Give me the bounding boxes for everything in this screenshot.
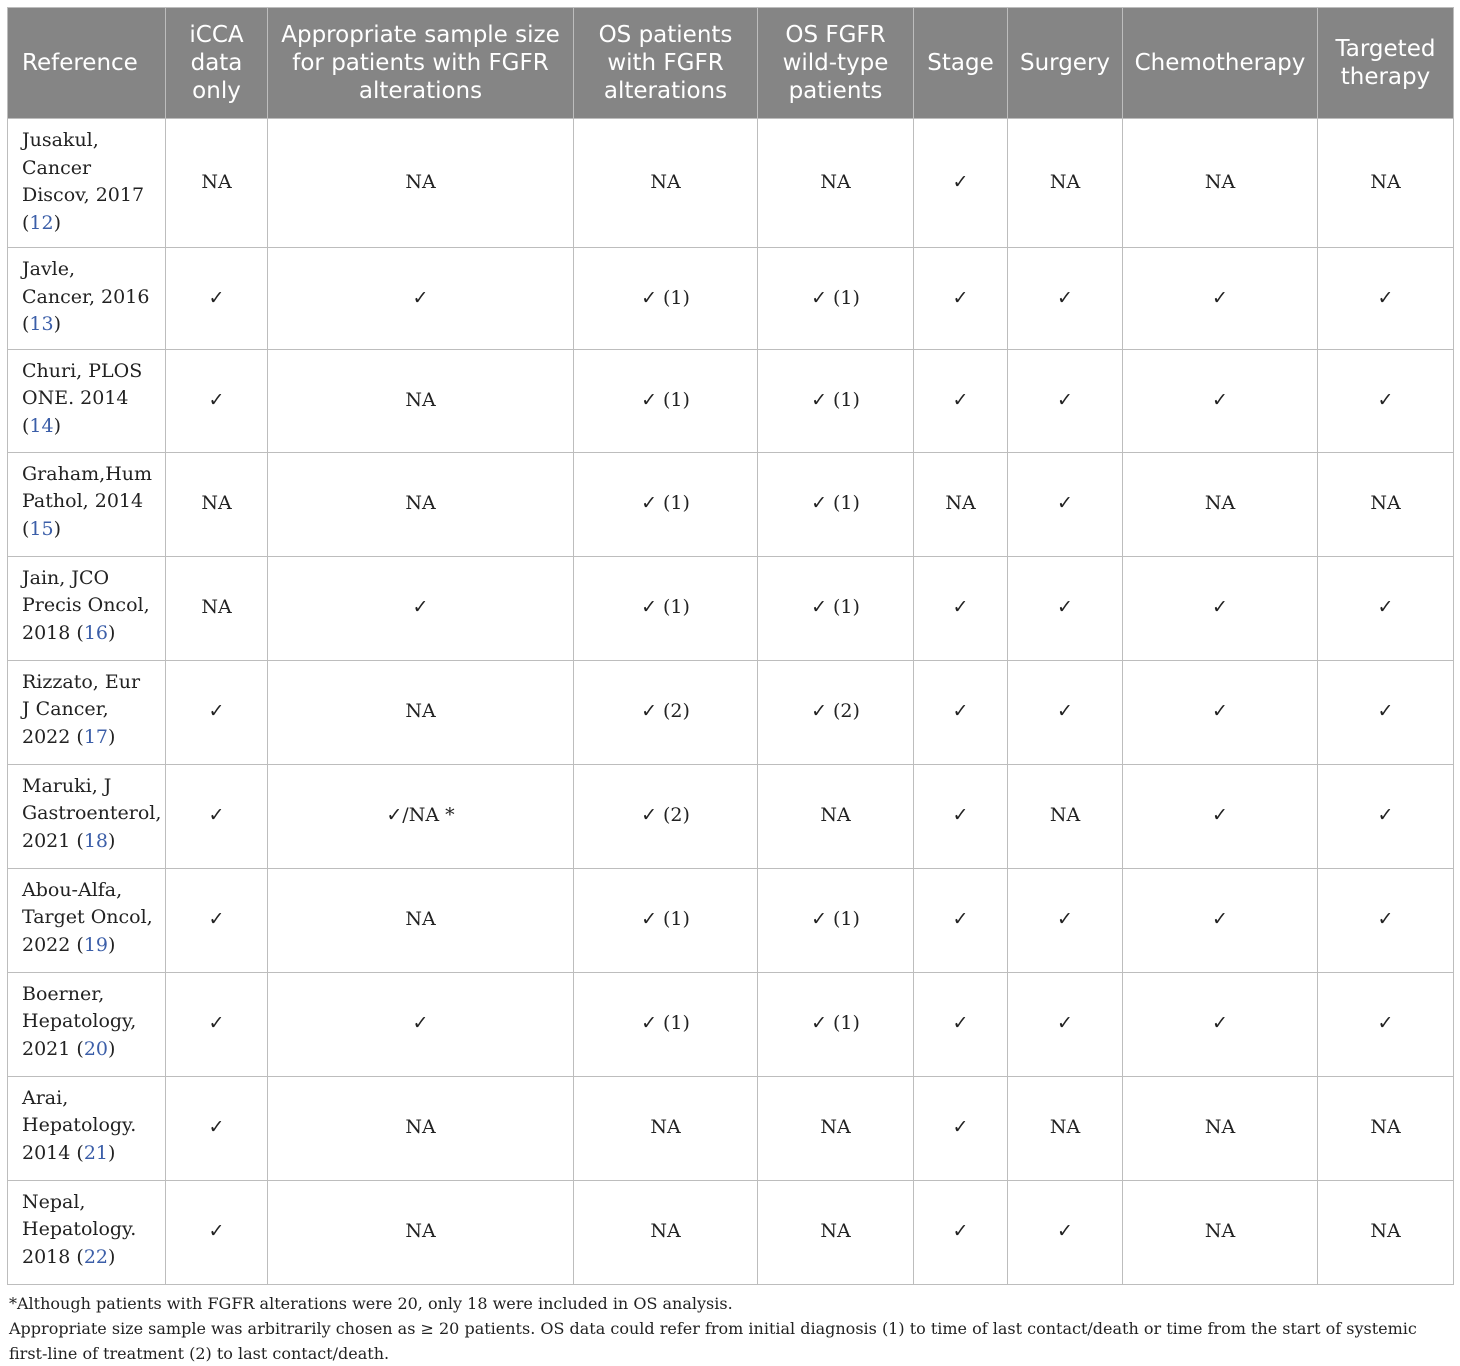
table-cell: ✓ [1123, 972, 1318, 1076]
table-cell: NA [758, 764, 914, 868]
table-row [8, 452, 1454, 556]
reference-text [22, 461, 153, 544]
table-cell: NA [1123, 452, 1318, 556]
table-cell: ✓ (2) [574, 764, 758, 868]
table-cell: NA [574, 119, 758, 248]
reference-text [22, 256, 153, 339]
reference-label: Nepal, Hepatology. 2018 ( [22, 1190, 137, 1268]
table-cell: ✓ [1318, 248, 1454, 350]
table-cell: ✓ [914, 660, 1008, 764]
citation-link[interactable]: 16 [83, 621, 108, 644]
table-cell: NA [758, 1076, 914, 1180]
reference-label: Jain, JCO Precis Oncol, 2018 ( [22, 566, 150, 644]
table-cell: ✓ (1) [758, 349, 914, 452]
table-row [8, 248, 1454, 350]
table-cell: NA [166, 556, 268, 660]
reference-cell [8, 452, 166, 556]
reference-cell [8, 1180, 166, 1284]
reference-text [22, 1085, 153, 1168]
citation-link[interactable]: 13 [29, 313, 54, 335]
table-cell: NA [1318, 1076, 1454, 1180]
table-cell: NA [574, 1180, 758, 1284]
table-cell: ✓ (1) [574, 349, 758, 452]
table-cell: NA [1008, 1076, 1123, 1180]
reference-close: ) [53, 211, 62, 234]
table-cell: NA [914, 452, 1008, 556]
reference-text [22, 877, 153, 960]
table-cell: ✓ (1) [574, 972, 758, 1076]
table-cell: ✓ (1) [574, 868, 758, 972]
table-cell: NA [758, 119, 914, 248]
table-row [8, 119, 1454, 248]
reference-label: Jusakul, Cancer Discov, 2017 ( [22, 129, 145, 234]
reference-text [22, 565, 153, 648]
table-cell: ✓ [1008, 660, 1123, 764]
column-header: OS FGFR wild-type patients [758, 8, 914, 119]
table-cell: NA [166, 452, 268, 556]
table-cell: ✓ [1123, 764, 1318, 868]
table-row [8, 660, 1454, 764]
table-cell: ✓ [166, 349, 268, 452]
table-cell: ✓ [1123, 349, 1318, 452]
table-cell: ✓ (1) [574, 452, 758, 556]
table-row [8, 1076, 1454, 1180]
column-header: iCCA data only [166, 8, 268, 119]
reference-close: ) [53, 313, 62, 335]
reference-cell [8, 556, 166, 660]
table-cell: ✓ [914, 868, 1008, 972]
reference-cell [8, 349, 166, 452]
reference-label: Boerner, Hepatology, 2021 ( [22, 982, 137, 1060]
column-header: Reference [8, 8, 166, 119]
reference-label: Arai, Hepatology. 2014 ( [22, 1086, 137, 1164]
table-cell: ✓ [268, 556, 574, 660]
footnote-2: Appropriate size sample was arbitrarily chosen as ≥ 20 patients. OS data could refer from initial diagnosis (1) to time of last contact/death or time from the start of systemic first-line of treatment (2) to last contact/death. [9, 1318, 1417, 1363]
table-cell: ✓ [914, 1180, 1008, 1284]
table-cell: ✓ (1) [758, 248, 914, 350]
table-cell: ✓ [1008, 349, 1123, 452]
table-cell: ✓ [914, 972, 1008, 1076]
reference-cell [8, 868, 166, 972]
reference-label: Churi, PLOS ONE. 2014 ( [22, 359, 143, 437]
table-cell: ✓ [1318, 660, 1454, 764]
citation-link[interactable]: 21 [83, 1141, 108, 1164]
table-cell: ✓ [1008, 1180, 1123, 1284]
table-cell: ✓ (2) [574, 660, 758, 764]
table-cell: ✓ [1318, 868, 1454, 972]
reference-close: ) [108, 1141, 116, 1164]
table-cell: NA [268, 868, 574, 972]
reference-text [22, 981, 153, 1064]
table-cell: ✓ [914, 556, 1008, 660]
table-cell: ✓ [1008, 868, 1123, 972]
reference-label: Abou-Alfa, Target Oncol, 2022 ( [22, 878, 153, 956]
citation-link[interactable]: 14 [29, 414, 54, 437]
citation-link[interactable]: 17 [83, 725, 108, 748]
table-cell: ✓ [1318, 349, 1454, 452]
table-cell: ✓ [1318, 764, 1454, 868]
table-cell: ✓ [166, 1180, 268, 1284]
reference-text [22, 1189, 153, 1272]
citation-link[interactable]: 15 [29, 517, 54, 540]
table-row [8, 972, 1454, 1076]
table-cell: ✓ [1123, 556, 1318, 660]
citation-link[interactable]: 19 [83, 933, 108, 956]
table-cell: NA [1008, 764, 1123, 868]
table-cell: ✓ (1) [758, 868, 914, 972]
table-cell: NA [268, 452, 574, 556]
table-cell: ✓ [1008, 972, 1123, 1076]
table-cell: NA [1123, 119, 1318, 248]
table-cell: ✓ (2) [758, 660, 914, 764]
reference-close: ) [108, 829, 116, 852]
table-cell: NA [268, 349, 574, 452]
header-row [8, 8, 1454, 119]
table-cell: ✓ [914, 1076, 1008, 1180]
table-row [8, 1180, 1454, 1284]
table-cell: ✓ [166, 1076, 268, 1180]
table-container [7, 7, 1453, 1366]
table-row [8, 556, 1454, 660]
table-cell: NA [166, 119, 268, 248]
table-cell: ✓ [914, 764, 1008, 868]
reference-label: Maruki, J Gastroenterol, 2021 ( [22, 774, 162, 852]
column-header: Stage [914, 8, 1008, 119]
table-cell: ✓ [1008, 248, 1123, 350]
table-cell: NA [1123, 1180, 1318, 1284]
table-cell: ✓ [1123, 248, 1318, 350]
table-cell: ✓ [914, 248, 1008, 350]
reference-cell [8, 1076, 166, 1180]
table-cell: ✓ [268, 248, 574, 350]
table-row [8, 349, 1454, 452]
table-row [8, 868, 1454, 972]
table-cell: NA [268, 119, 574, 248]
reference-close: ) [108, 933, 116, 956]
citation-link[interactable]: 20 [83, 1037, 108, 1060]
table-cell: ✓ (1) [758, 556, 914, 660]
table-cell: ✓ [166, 868, 268, 972]
table-cell: ✓ [166, 248, 268, 350]
table-cell: NA [268, 660, 574, 764]
reference-text [22, 773, 162, 856]
reference-cell [8, 119, 166, 248]
table-cell: ✓ [1318, 556, 1454, 660]
table-cell: NA [1318, 119, 1454, 248]
table-cell: ✓/NA * [268, 764, 574, 868]
footnotes [7, 1291, 1453, 1366]
table-cell: ✓ [166, 972, 268, 1076]
reference-label: Javle, Cancer, 2016 ( [22, 258, 150, 335]
table-cell: NA [1318, 452, 1454, 556]
reference-label: Graham,Hum Pathol, 2014 ( [22, 462, 153, 540]
table-cell: ✓ [1123, 868, 1318, 972]
column-header: Appropriate sample size for patients with FGFR alterations [268, 8, 574, 119]
reference-cell [8, 764, 166, 868]
table-cell: ✓ (1) [758, 452, 914, 556]
reference-close: ) [108, 1037, 116, 1060]
table-cell: ✓ [1008, 452, 1123, 556]
table-row [8, 764, 1454, 868]
table-cell: ✓ [914, 349, 1008, 452]
table-cell: ✓ (1) [574, 556, 758, 660]
table-cell: ✓ [166, 764, 268, 868]
reference-text [22, 358, 153, 441]
table-cell: ✓ [166, 660, 268, 764]
table-cell: ✓ (1) [574, 248, 758, 350]
column-header: OS patients with FGFR alterations [574, 8, 758, 119]
table-cell: ✓ (1) [758, 972, 914, 1076]
reference-text [22, 669, 153, 752]
reference-close: ) [108, 1245, 116, 1268]
table-cell: NA [268, 1076, 574, 1180]
table-cell: ✓ [1318, 972, 1454, 1076]
table-cell: NA [574, 1076, 758, 1180]
column-header: Chemotherapy [1123, 8, 1318, 119]
citation-link[interactable]: 18 [83, 829, 108, 852]
column-header: Surgery [1008, 8, 1123, 119]
table-cell: NA [1008, 119, 1123, 248]
reference-cell [8, 248, 166, 350]
column-header: Targeted therapy [1318, 8, 1454, 119]
table-cell: ✓ [914, 119, 1008, 248]
reference-cell [8, 972, 166, 1076]
table-cell: NA [758, 1180, 914, 1284]
footnote-1: *Although patients with FGFR alterations were 20, only 18 were included in OS analysis. [9, 1293, 733, 1313]
table-body [8, 119, 1454, 1285]
table-cell: ✓ [1123, 660, 1318, 764]
reference-close: ) [108, 725, 116, 748]
reference-close: ) [108, 621, 116, 644]
citation-link[interactable]: 22 [83, 1245, 108, 1268]
data-table [7, 7, 1454, 1285]
reference-text [22, 127, 153, 237]
table-cell: ✓ [268, 972, 574, 1076]
reference-cell [8, 660, 166, 764]
reference-close: ) [53, 414, 62, 437]
table-cell: NA [268, 1180, 574, 1284]
reference-label: Rizzato, Eur J Cancer, 2022 ( [22, 670, 141, 748]
table-cell: ✓ [1008, 556, 1123, 660]
table-cell: NA [1123, 1076, 1318, 1180]
citation-link[interactable]: 12 [29, 211, 54, 234]
reference-close: ) [53, 517, 62, 540]
table-cell: NA [1318, 1180, 1454, 1284]
